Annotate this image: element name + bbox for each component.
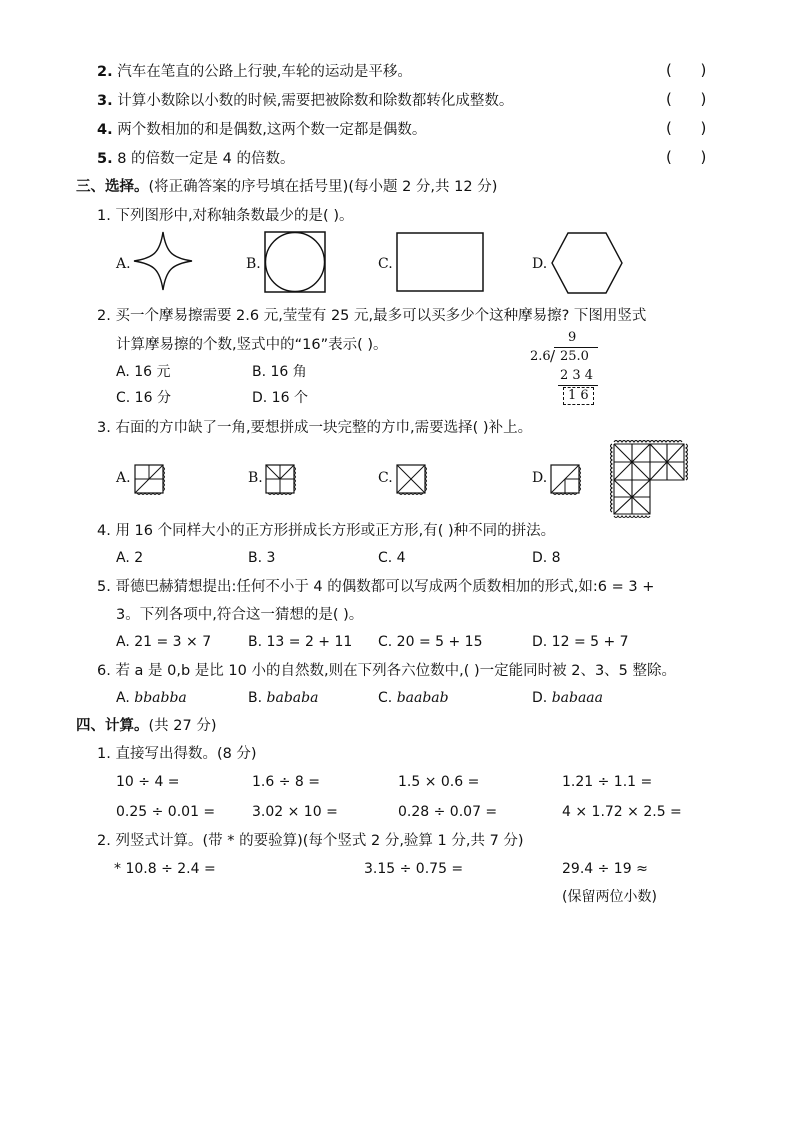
option-value: bababa	[266, 690, 319, 706]
hexagon-shape	[550, 231, 624, 295]
q5-option-c: C. 20 = 5 + 15	[378, 634, 483, 650]
option-letter: B.	[248, 690, 263, 706]
q3-text: 3. 右面的方巾缺了一角,要想拼成一块完整的方巾,需要选择( )补上。	[97, 420, 533, 436]
q2-text-line1: 2. 买一个摩易擦需要 2.6 元,莹莹有 25 元,最多可以买多少个这种摩易擦? 下图用竖式	[97, 308, 647, 324]
calc-item: 0.28 ÷ 0.07 =	[398, 804, 498, 820]
calc-item: 4 × 1.72 × 2.5 =	[562, 804, 682, 820]
s4-q1-text: 1. 直接写出得数。(8 分)	[97, 746, 257, 762]
q5-option-b: B. 13 = 2 + 11	[248, 634, 353, 650]
tile-option-d-icon	[550, 464, 582, 496]
judge-text: 汽车在笔直的公路上行驶,车轮的运动是平移。	[117, 64, 412, 80]
judge-item-4	[97, 120, 426, 140]
section4-heading	[76, 716, 216, 736]
q4-option-d: D. 8	[532, 550, 561, 566]
q2-option-d: D. 16 个	[252, 390, 308, 406]
division-bracket: /	[550, 347, 556, 365]
judge-item-2	[97, 62, 412, 82]
rounding-note: (保留两位小数)	[562, 889, 657, 905]
option-label-d: D.	[532, 256, 548, 272]
answer-paren[interactable]: ( )	[666, 90, 707, 108]
division-quotient: 9	[568, 330, 577, 345]
answer-paren[interactable]: ( )	[666, 119, 707, 137]
calc-item: 1.6 ÷ 8 =	[252, 774, 320, 790]
section-instruction: (将正确答案的序号填在括号里)(每小题 2 分,共 12 分)	[148, 179, 498, 195]
option-label-c: C.	[378, 470, 393, 486]
q6-option-d	[532, 688, 603, 708]
option-letter: A.	[116, 690, 130, 706]
q6-text: 6. 若 a 是 0,b 是比 10 小的自然数,则在下列各六位数中,( )一定能同时被 2、3、5 整除。	[97, 663, 677, 679]
option-value: babaaa	[551, 690, 603, 706]
option-label-b: B.	[246, 256, 261, 272]
judge-num: 4.	[97, 122, 113, 138]
answer-paren[interactable]: ( )	[666, 61, 707, 79]
tile-option-c-icon	[396, 464, 428, 496]
option-value: baabab	[396, 690, 449, 706]
judge-item-5	[97, 149, 295, 169]
section-title: 三、选择。	[76, 179, 149, 195]
calc-item: 0.25 ÷ 0.01 =	[116, 804, 216, 820]
calc-item: 1.21 ÷ 1.1 =	[562, 774, 653, 790]
section3-heading	[76, 177, 497, 197]
option-label-d: D.	[532, 470, 548, 486]
q2-text-line2: 计算摩易擦的个数,竖式中的“16”表示( )。	[116, 337, 388, 353]
tile-option-a-icon	[134, 464, 166, 496]
q5-option-a: A. 21 = 3 × 7	[116, 634, 212, 650]
q6-option-b	[248, 688, 318, 708]
q1-text: 1. 下列图形中,对称轴条数最少的是( )。	[97, 208, 354, 224]
judge-text: 两个数相加的和是偶数,这两个数一定都是偶数。	[117, 122, 427, 138]
q4-text: 4. 用 16 个同样大小的正方形拼成长方形或正方形,有( )种不同的拼法。	[97, 523, 556, 539]
q5-text-line2: 3。下列各项中,符合这一猜想的是( )。	[116, 607, 364, 623]
calc-item: 3.02 × 10 =	[252, 804, 338, 820]
division-remainder: 1 6	[563, 387, 594, 405]
s4-q2-text: 2. 列竖式计算。(带 * 的要验算)(每个竖式 2 分,验算 1 分,共 7 分)	[97, 833, 524, 849]
division-bracket-line	[554, 347, 598, 348]
division-rule	[558, 385, 598, 386]
judge-text: 8 的倍数一定是 4 的倍数。	[117, 151, 295, 167]
vertical-calc-item: 3.15 ÷ 0.75 =	[364, 861, 464, 877]
judge-num: 3.	[97, 93, 113, 109]
judge-num: 5.	[97, 151, 113, 167]
q4-option-b: B. 3	[248, 550, 276, 566]
q2-option-a: A. 16 元	[116, 364, 171, 380]
vertical-calc-item: * 10.8 ÷ 2.4 =	[114, 861, 216, 877]
long-division-figure	[528, 330, 608, 410]
section-score: (共 27 分)	[148, 718, 217, 734]
four-point-star-shape	[132, 230, 194, 292]
q4-option-a: A. 2	[116, 550, 144, 566]
rectangle-shape	[396, 232, 484, 292]
answer-paren[interactable]: ( )	[666, 148, 707, 166]
handkerchief-figure	[610, 440, 690, 520]
calc-item: 10 ÷ 4 =	[116, 774, 180, 790]
division-dividend: 25.0	[560, 349, 589, 364]
q6-option-c	[378, 688, 449, 708]
option-label-a: A.	[116, 470, 131, 486]
option-label-a: A.	[116, 256, 131, 272]
division-divisor: 2.6	[530, 349, 551, 364]
option-label-c: C.	[378, 256, 393, 272]
circle-in-square-shape	[264, 231, 326, 293]
judge-text: 计算小数除以小数的时候,需要把被除数和除数都转化成整数。	[117, 93, 514, 109]
option-letter: C.	[378, 690, 393, 706]
q2-option-b: B. 16 角	[252, 364, 307, 380]
q6-option-a	[116, 688, 187, 708]
option-letter: D.	[532, 690, 548, 706]
option-value: bbabba	[134, 690, 187, 706]
q2-option-c: C. 16 分	[116, 390, 171, 406]
q4-option-c: C. 4	[378, 550, 406, 566]
section-title: 四、计算。	[76, 718, 149, 734]
judge-item-3	[97, 91, 513, 111]
q5-text-line1: 5. 哥德巴赫猜想提出:任何不小于 4 的偶数都可以写成两个质数相加的形式,如:6 = 3 +	[97, 579, 655, 595]
calc-item: 1.5 × 0.6 =	[398, 774, 480, 790]
q5-option-d: D. 12 = 5 + 7	[532, 634, 629, 650]
judge-num: 2.	[97, 64, 113, 80]
vertical-calc-item: 29.4 ÷ 19 ≈	[562, 861, 648, 877]
option-label-b: B.	[248, 470, 263, 486]
division-product: 2 3 4	[560, 368, 594, 383]
tile-option-b-icon	[265, 464, 297, 496]
